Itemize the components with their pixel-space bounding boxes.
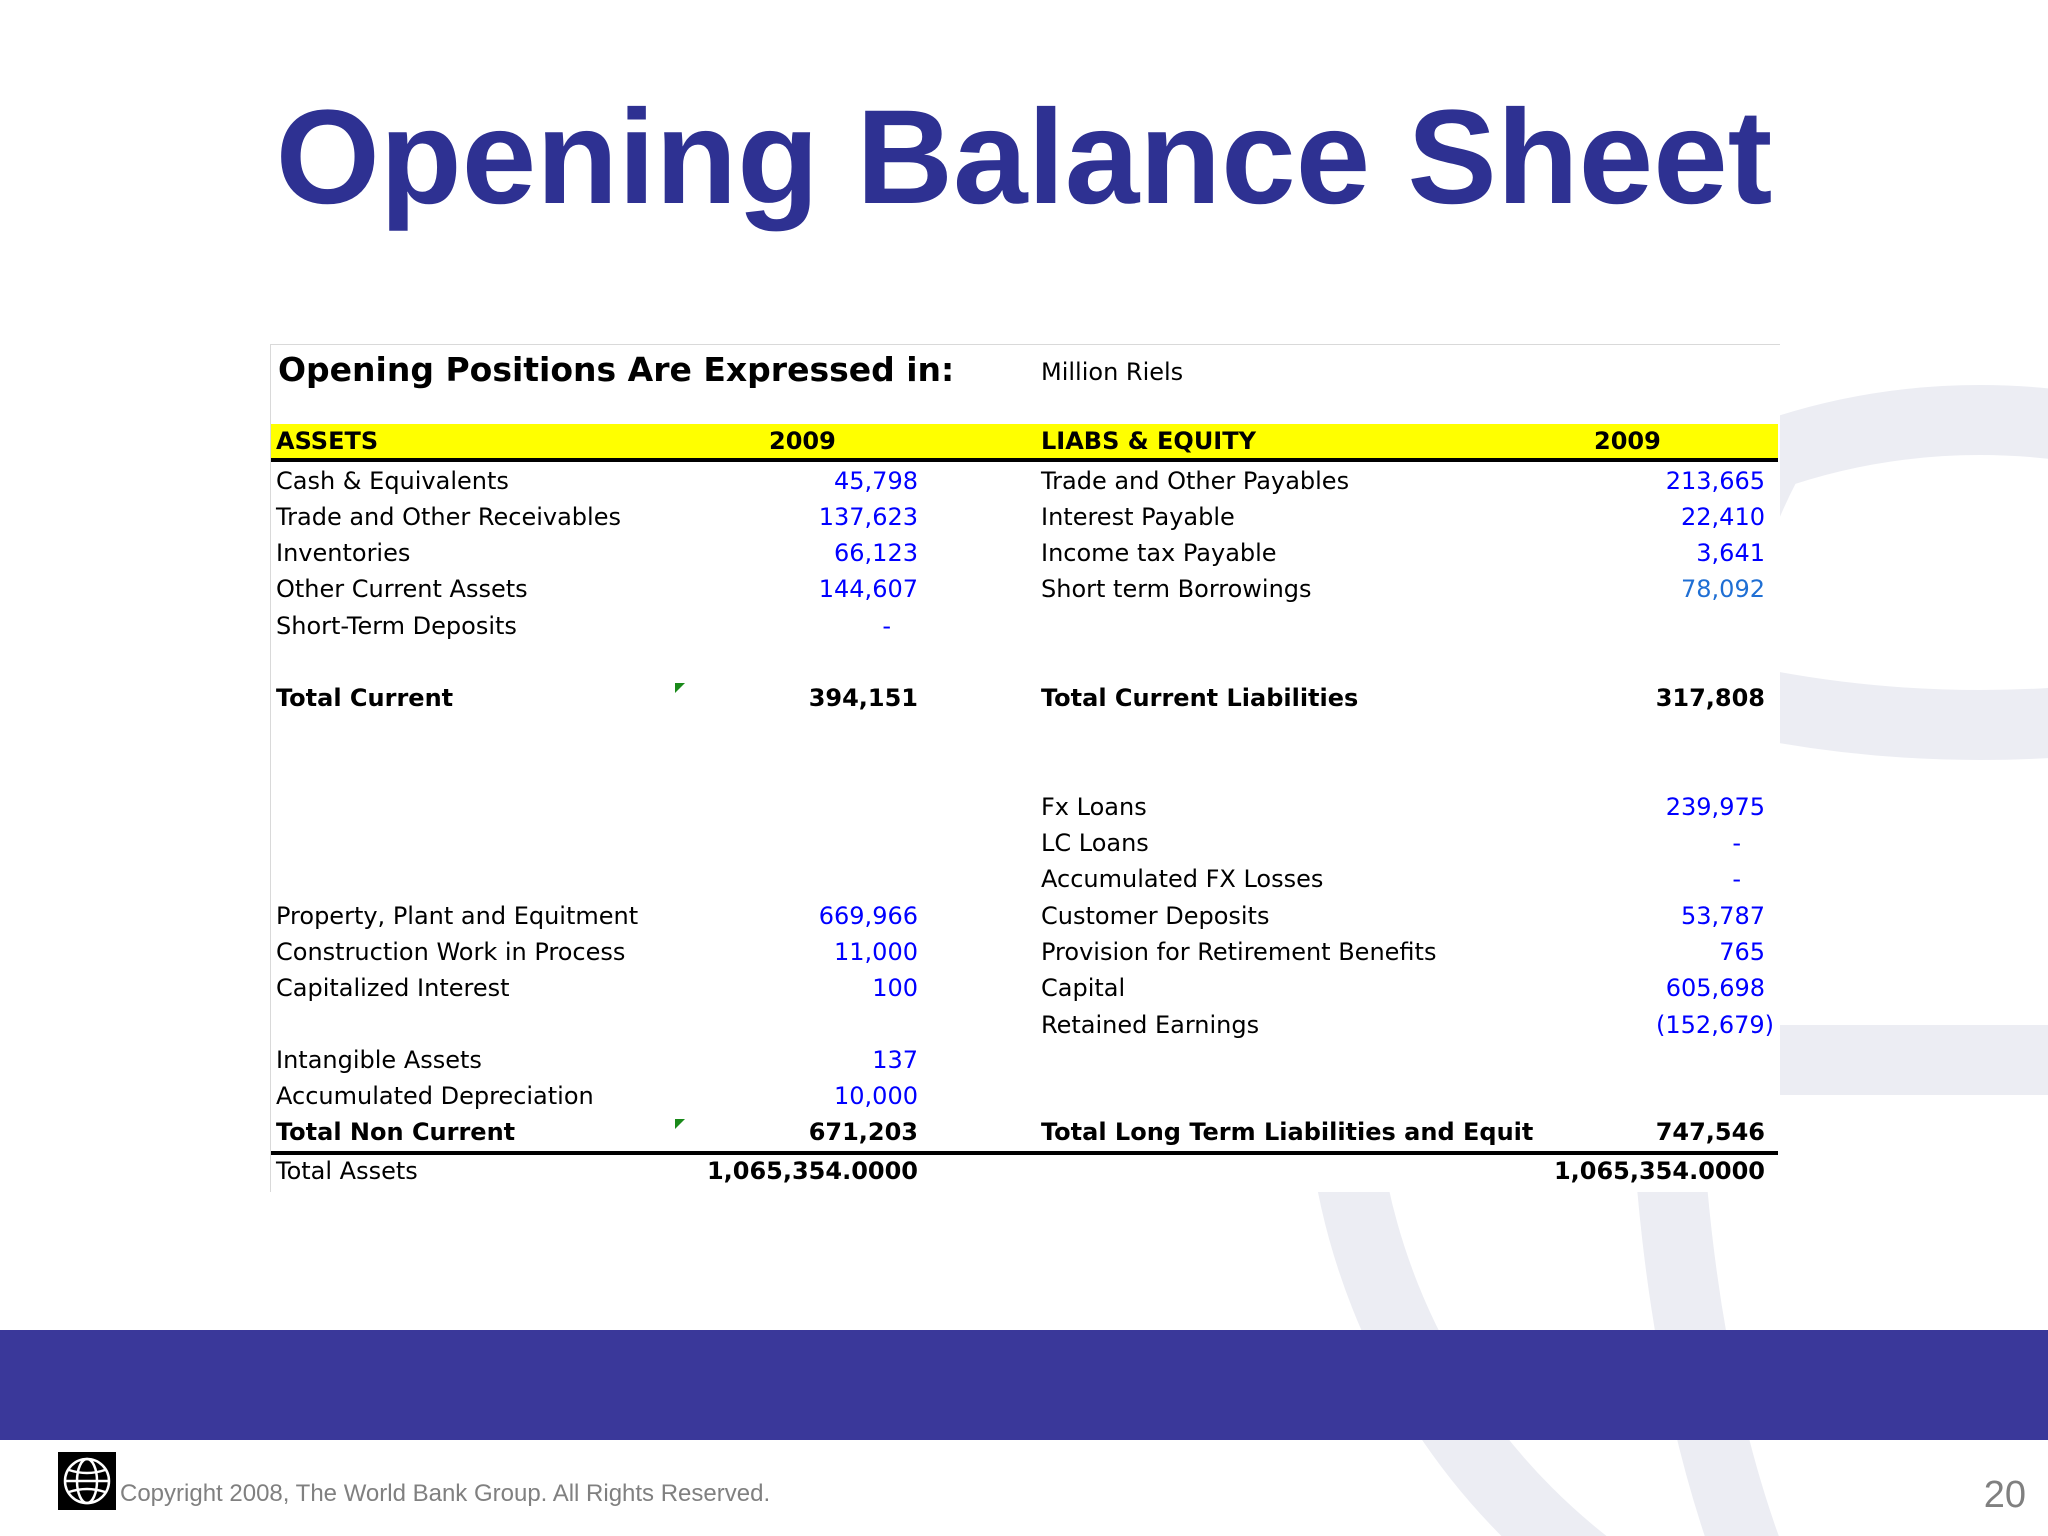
world-bank-logo xyxy=(58,1452,116,1510)
asset-label: Other Current Assets xyxy=(276,575,528,603)
totals-divider xyxy=(271,1151,1778,1155)
longterm-label: Retained Earnings xyxy=(1041,1011,1260,1039)
total-longterm-value: 747,546 xyxy=(1655,1118,1765,1146)
noncurrent-asset-label: Intangible Assets xyxy=(276,1046,482,1074)
page-title: Opening Balance Sheet xyxy=(275,83,1773,232)
longterm-label: Customer Deposits xyxy=(1041,902,1270,930)
globe-icon xyxy=(58,1452,116,1510)
noncurrent-asset-value: 100 xyxy=(872,974,918,1002)
asset-value: 144,607 xyxy=(818,575,918,603)
total-current-liabilities-label: Total Current Liabilities xyxy=(1041,684,1359,712)
liability-value: 78,092 xyxy=(1681,575,1765,603)
noncurrent-asset-label: Property, Plant and Equitment xyxy=(276,902,639,930)
liabs-header: LIABS & EQUITY xyxy=(1041,427,1256,455)
noncurrent-asset-value: 137 xyxy=(872,1046,918,1074)
total-non-current-value: 671,203 xyxy=(808,1118,918,1146)
noncurrent-asset-label: Capitalized Interest xyxy=(276,974,510,1002)
footer-color-band xyxy=(0,1330,2048,1440)
longterm-value: - xyxy=(1732,829,1741,857)
longterm-value: 239,975 xyxy=(1665,793,1765,821)
liability-value: 213,665 xyxy=(1665,467,1765,495)
longterm-value: 605,698 xyxy=(1665,974,1765,1002)
total-current-label: Total Current xyxy=(276,684,454,712)
longterm-value: 53,787 xyxy=(1681,902,1765,930)
balance-sheet-table xyxy=(270,344,1780,1192)
longterm-label: Provision for Retirement Benefits xyxy=(1041,938,1437,966)
asset-value: 66,123 xyxy=(834,539,918,567)
longterm-label: Fx Loans xyxy=(1041,793,1147,821)
total-current-liabilities-value: 317,808 xyxy=(1655,684,1765,712)
currency-unit: Million Riels xyxy=(1041,358,1184,386)
total-assets-value: 1,065,354.0000 xyxy=(706,1157,918,1185)
assets-year-header: 2009 xyxy=(769,427,836,455)
asset-value: 137,623 xyxy=(818,503,918,531)
longterm-value: (152,679) xyxy=(1656,1011,1774,1039)
total-assets-label: Total Assets xyxy=(276,1157,418,1185)
liability-label: Income tax Payable xyxy=(1041,539,1277,567)
noncurrent-asset-label: Accumulated Depreciation xyxy=(276,1082,594,1110)
currency-header-label: Opening Positions Are Expressed in: xyxy=(278,350,955,389)
liabs-year-header: 2009 xyxy=(1594,427,1661,455)
noncurrent-asset-value: 669,966 xyxy=(818,902,918,930)
longterm-value: - xyxy=(1732,865,1741,893)
asset-label: Cash & Equivalents xyxy=(276,467,509,495)
asset-label: Trade and Other Receivables xyxy=(276,503,621,531)
asset-label: Short-Term Deposits xyxy=(276,612,517,640)
longterm-label: Accumulated FX Losses xyxy=(1041,865,1324,893)
total-liabs-equity-value: 1,065,354.0000 xyxy=(1553,1157,1765,1185)
total-current-value: 394,151 xyxy=(808,684,918,712)
asset-value: - xyxy=(882,612,891,640)
liability-label: Interest Payable xyxy=(1041,503,1235,531)
total-non-current-label: Total Non Current xyxy=(276,1118,516,1146)
total-longterm-label: Total Long Term Liabilities and Equit xyxy=(1041,1118,1534,1146)
column-header-band xyxy=(271,424,1778,462)
copyright-notice: Copyright 2008, The World Bank Group. All Rights Reserved. xyxy=(120,1480,771,1507)
asset-label: Inventories xyxy=(276,539,411,567)
cell-comment-marker xyxy=(675,1119,685,1129)
noncurrent-asset-value: 10,000 xyxy=(834,1082,918,1110)
asset-value: 45,798 xyxy=(834,467,918,495)
liability-value: 3,641 xyxy=(1696,539,1765,567)
liability-label: Short term Borrowings xyxy=(1041,575,1312,603)
liability-label: Trade and Other Payables xyxy=(1041,467,1350,495)
noncurrent-asset-label: Construction Work in Process xyxy=(276,938,626,966)
cell-comment-marker xyxy=(675,683,685,693)
assets-header: ASSETS xyxy=(276,427,379,455)
longterm-label: LC Loans xyxy=(1041,829,1149,857)
longterm-label: Capital xyxy=(1041,974,1126,1002)
longterm-value: 765 xyxy=(1719,938,1765,966)
page-number: 20 xyxy=(1983,1474,2026,1516)
liability-value: 22,410 xyxy=(1681,503,1765,531)
noncurrent-asset-value: 11,000 xyxy=(834,938,918,966)
